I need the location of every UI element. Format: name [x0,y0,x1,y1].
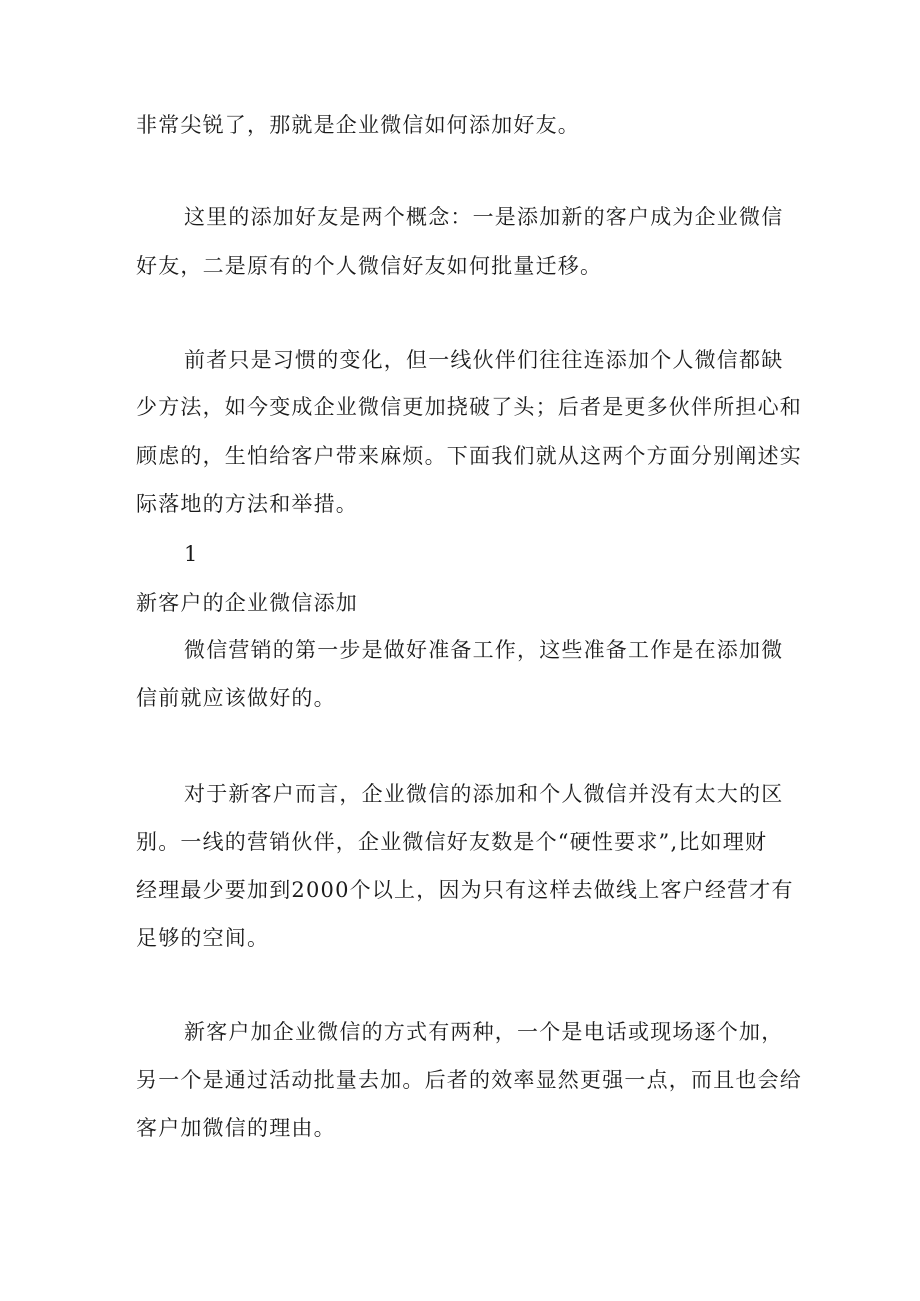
section-number: 1 [184,542,199,566]
paragraph-line: 非常尖锐了，那就是企业微信如何添加好友。 [136,113,580,137]
paragraph-line: 信前就应该做好的。 [136,686,336,710]
paragraph-line: 经理最少要加到2000个以上，因为只有这样去做线上客户经营才有 [136,878,794,902]
paragraph-line: 前者只是习惯的变化，但一线伙伴们往往连添加个人微信都缺 [184,348,784,372]
paragraph-line: 微信营销的第一步是做好准备工作，这些准备工作是在添加微 [184,638,784,662]
paragraph-line: 顾虑的，生怕给客户带来麻烦。下面我们就从这两个方面分别阐述实 [136,444,802,468]
paragraph-line: 对于新客户而言，企业微信的添加和个人微信并没有太大的区 [184,782,784,806]
paragraph-line: 客户加微信的理由。 [136,1116,336,1140]
paragraph-line: 足够的空间。 [136,926,270,950]
paragraph-line: 这里的添加好友是两个概念：一是添加新的客户成为企业微信 [184,205,784,229]
paragraph-line: 新客户加企业微信的方式有两种，一个是电话或现场逐个加， [184,1020,784,1044]
paragraph-line: 好友，二是原有的个人微信好友如何批量迁移。 [136,254,603,278]
paragraph-line: 另一个是通过活动批量去加。后者的效率显然更强一点，而且也会给 [136,1068,802,1092]
paragraph-line: 少方法，如今变成企业微信更加挠破了头；后者是更多伙伴所担心和 [136,395,802,419]
section-heading: 新客户的企业微信添加 [136,591,358,615]
paragraph-line: 际落地的方法和举措。 [136,492,358,516]
paragraph-line: 别。一线的营销伙伴，企业微信好友数是个“硬性要求”,比如理财 [136,830,768,854]
